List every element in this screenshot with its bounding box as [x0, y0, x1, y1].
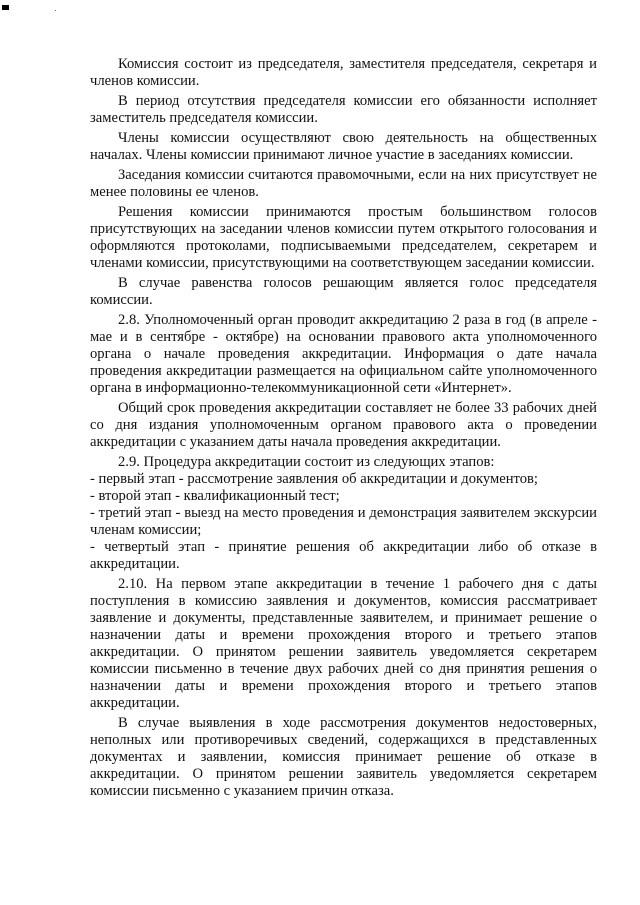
- scan-corner-mark: [2, 5, 9, 10]
- paragraph: Общий срок проведения аккредитации составляет не более 33 рабочих дней со дня издания уполномоченным органом правового акта о проведении аккредитации с указанием даты начала проведения аккредитации.: [90, 400, 597, 450]
- list-item: - второй этап - квалификационный тест;: [90, 488, 340, 504]
- paragraph: Решения комиссии принимаются простым большинством голосов присутствующих на заседании членов комиссии путем открытого голосования и оформляются протоколами, подписываемыми председателем, секретарем и членами комиссии, присутствующими на соответствующем заседании комиссии.: [90, 204, 597, 271]
- paragraph: Комиссия состоит из председателя, заместителя председателя, секретаря и членов комиссии.: [90, 56, 597, 89]
- paragraph: В случае равенства голосов решающим является голос председателя комиссии.: [90, 275, 597, 308]
- paragraph: 2.9. Процедура аккредитации состоит из следующих этапов:: [118, 454, 495, 470]
- document-body: [90, 56, 597, 800]
- scan-dot: [55, 10, 56, 11]
- list-item: - первый этап - рассмотрение заявления об аккредитации и документов;: [90, 471, 538, 487]
- paragraph: Заседания комиссии считаются правомочными, если на них присутствует не менее половины ее членов.: [90, 167, 597, 200]
- paragraph: 2.8. Уполномоченный орган проводит аккредитацию 2 раза в год (в апреле - мае и в сентябре - октябре) на основании правового акта уполномоченного органа о начале проведения аккредитации. Информация о дате начала проведения аккредитации размещается на официальном сайте уполномоченного органа в информационно-телекоммуникационной сети «Интернет».: [90, 312, 597, 396]
- list-item: - четвертый этап - принятие решения об аккредитации либо об отказе в аккредитации.: [90, 539, 597, 572]
- list-item: - третий этап - выезд на место проведения и демонстрация заявителем экскурсии членам комиссии;: [90, 505, 597, 538]
- paragraph: Члены комиссии осуществляют свою деятельность на общественных началах. Члены комиссии принимают личное участие в заседаниях комиссии.: [90, 130, 597, 163]
- paragraph: В период отсутствия председателя комиссии его обязанности исполняет заместитель председателя комиссии.: [90, 93, 597, 126]
- paragraph: 2.10. На первом этапе аккредитации в течение 1 рабочего дня с даты поступления в комиссию заявления и документов, комиссия рассматривает заявление и документы, представленные заявителем, и принимает решение о назначении даты и времени прохождения второго и третьего этапов аккредитации. О принятом решении заявитель уведомляется секретарем комиссии письменно в течение двух рабочих дней со дня принятия решения о назначении даты и времени прохождения второго и третьего этапов аккредитации.: [90, 576, 597, 711]
- paragraph: В случае выявления в ходе рассмотрения документов недостоверных, неполных или противоречивых сведений, содержащихся в представленных документах и заявлении, комиссия принимает решение об отказе в аккредитации. О принятом решении заявитель уведомляется секретарем комиссии письменно с указанием причин отказа.: [90, 715, 597, 799]
